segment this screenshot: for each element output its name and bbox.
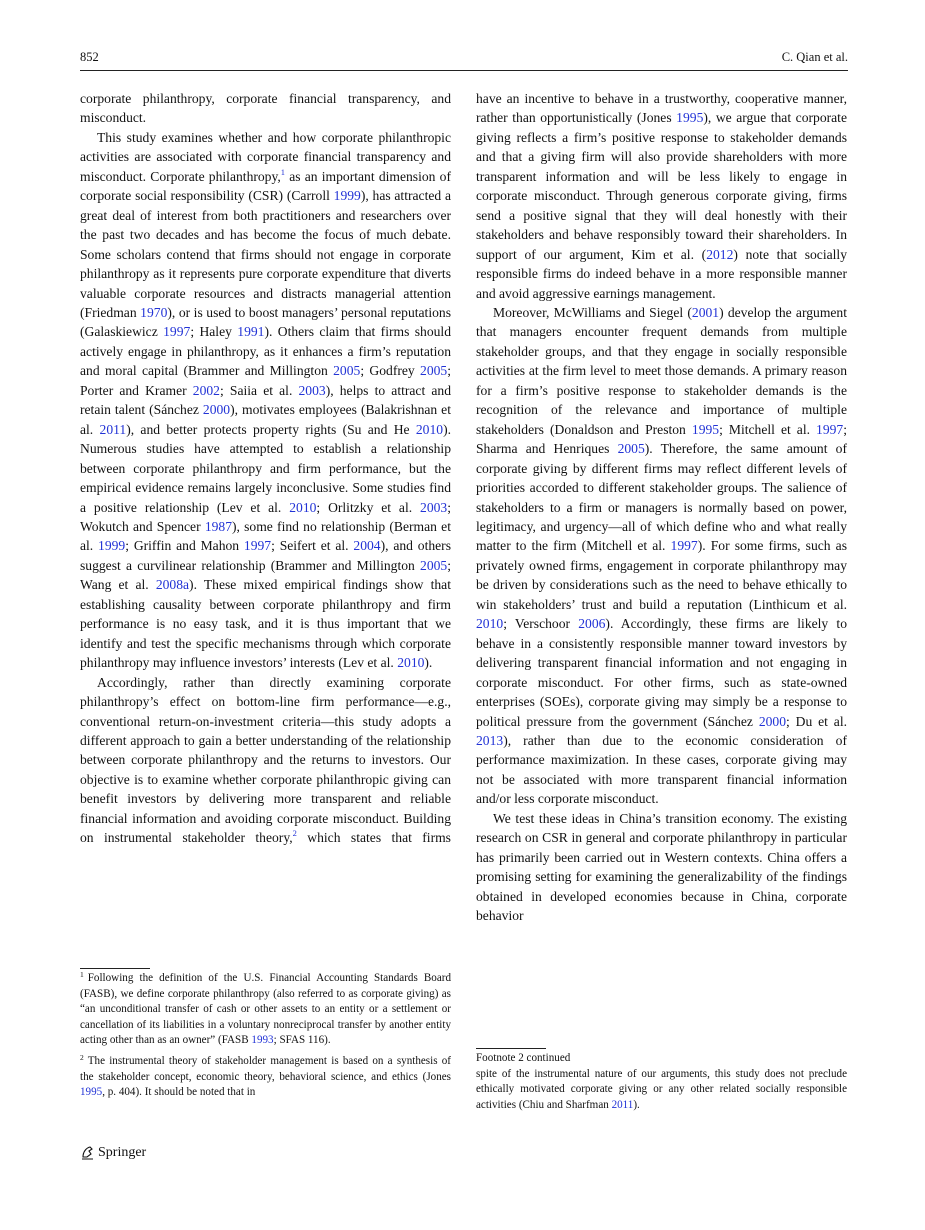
paragraph: [80, 128, 451, 673]
text-run: ), helps to attract and retain talent (Sánchez: [80, 382, 452, 418]
citation-link[interactable]: 2013: [476, 732, 504, 748]
text-run: have an incentive to behave in a trustworthy, cooperative manner, rather than opportunistically (Jones: [476, 91, 847, 126]
citation-link[interactable]: 1997: [163, 324, 191, 340]
running-header: [80, 50, 848, 65]
text-run: corporate philanthropy, corporate financial transparency, and misconduct.: [80, 91, 451, 126]
citation-link[interactable]: 1997: [670, 538, 698, 554]
footnotes-left: [80, 971, 451, 1101]
text-run: ; Haley: [190, 324, 238, 340]
citation-link[interactable]: 1993: [251, 1034, 274, 1047]
footnote-continued-label: Footnote 2 continued: [476, 1052, 571, 1064]
springer-horse-icon: [80, 1145, 95, 1161]
right-column: [476, 89, 847, 925]
citation-link[interactable]: 1997: [816, 421, 844, 437]
text-run: Following the definition of the U.S. Financial Accounting Standards Board (FASB), we define corporate philanthropy (also referred to as corporate giving) as “an unconditional transfer of cash or other assets to an entity or a settlement or cancellation of its liabilities in a voluntary nonreciprocal transfer by another entity acting other than as an owner” (FASB: [80, 972, 451, 1047]
running-authors: C. Qian et al.: [781, 50, 848, 64]
text-run: ) note that socially responsible firms do indeed behave in a more responsible manner and avoid aggressive earnings management.: [476, 246, 848, 301]
footnote-number: 2: [80, 1052, 84, 1062]
citation-link[interactable]: 2005: [420, 557, 448, 573]
text-run: as an important dimension of corporate social responsibility (CSR) (Carroll: [80, 168, 451, 204]
footnote-continued: [476, 1051, 847, 1113]
citation-link[interactable]: 1995: [676, 110, 704, 126]
paragraph: [476, 89, 847, 303]
footnote-rule: [80, 968, 150, 969]
citation-link[interactable]: 2010: [476, 616, 504, 632]
text-run: Moreover, McWilliams and Siegel (: [493, 304, 692, 320]
citation-link[interactable]: 2010: [289, 499, 317, 515]
text-run: ). Therefore, the same amount of corporate giving by different firms may reflect different levels of priorities accorded to different stakeholder groups. The salience of stakeholders to a firm or managers is normally based on power, legitimacy, and urgency—all of which define who and what really matter to the firm (Mitchell et al.: [476, 441, 847, 554]
citation-link[interactable]: 2002: [192, 382, 220, 398]
footnote-rule-right: [476, 1048, 546, 1049]
text-run: ), we argue that corporate giving reflects a firm’s positive response to stakeholder demands and that a giving firm will also provide shareholders with more transparent information and will be less likely to engage in corporate misconduct. Through generous corporate giving, firms send a positive signal that they will deal honestly with their stakeholders and behave responsibly toward their shareholders. In support of our argument, Kim et al. (: [476, 110, 847, 262]
publisher-name: Springer: [98, 1145, 147, 1160]
text-run: ), rather than due to the economic consideration of performance maximization. In these cases, corporate giving may not be associated with more transparent financial information and/or less corporate misconduct.: [476, 732, 847, 807]
text-run: ).: [424, 655, 433, 671]
header-rule: [80, 70, 848, 71]
text-run: ). These mixed empirical findings show that establishing causality between corporate philanthropy and firm performance is no easy task, and it is thus important that we identify and test the specific mechanisms through which corporate philanthropy may influence investors’ interests (Lev et al.: [80, 577, 451, 671]
text-run: ). Accordingly, these firms are likely to behave in a consistently responsible manner toward investors by delivering transparent financial information and not engaging in corporate misconduct. For other firms, such as state-owned enterprises (SOEs), corporate giving may simply be a response to political pressure from the government (Sánchez: [476, 616, 847, 729]
text-run: ), or is used to boost managers’ personal reputations (Galaskiewicz: [80, 304, 451, 340]
text-run: ).: [633, 1098, 640, 1111]
citation-link[interactable]: 2000: [758, 713, 786, 729]
citation-link[interactable]: 2008a: [155, 577, 190, 593]
citation-link[interactable]: 2004: [353, 538, 381, 554]
page-number: 852: [80, 50, 99, 64]
citation-link[interactable]: 2012: [706, 246, 734, 262]
footnote-ref-link[interactable]: 2: [292, 828, 297, 839]
text-run: ). For some firms, such as privately owned firms, engagement in corporate philanthropy may be driven by considerations such as the need to behave ethically to win stakeholders’ trust and build a reputation (Linthicum et al.: [476, 538, 847, 612]
citation-link[interactable]: 2011: [99, 421, 127, 437]
citation-link[interactable]: 2005: [420, 363, 448, 379]
citation-link[interactable]: 1999: [333, 188, 361, 204]
text-run: ; Godfrey: [360, 363, 421, 379]
citation-link[interactable]: 2001: [691, 304, 720, 320]
paragraph: [80, 89, 451, 128]
text-run: ), some find no relationship (Berman et al.: [80, 518, 451, 554]
text-run: spite of the instrumental nature of our arguments, this study does not preclude ethically motivated corporate giving or any other related socially responsible activities (Chiu and Sharfman: [476, 1067, 847, 1111]
text-run: ; Verschoor: [503, 616, 579, 632]
text-run: We test these ideas in China’s transition economy. The existing research on CSR in general and corporate philanthropy in particular has primarily been carried out in Western contexts. China offers a promising setting for examining the generalizability of the findings obtained in developed economies because in China, corporate behavior: [476, 810, 847, 924]
citation-link[interactable]: 2003: [420, 499, 448, 515]
text-run: This study examines whether and how corporate philanthropic activities are associated with corporate financial transparency and misconduct. Corporate philanthropy,: [80, 129, 451, 184]
text-run: ) develop the argument that managers encounter frequent demands from multiple stakeholder groups, and that they engage in socially responsible activities at the firm level to meet those demands. A primary reason for a firm’s positive response to stakeholder demands is the recognition of the relevance and importance of multiple stakeholders (Donaldson and Preston: [476, 304, 847, 437]
text-run: ). Others claim that firms should actively engage in philanthropy, as it enhances a firm’s reputation and moral capital (Brammer and Millington: [80, 324, 451, 379]
text-run: The instrumental theory of stakeholder management is based on a synthesis of the stakeholder concept, economic theory, behavioral science, and ethics (Jones: [80, 1054, 451, 1083]
text-run: ), has attracted a great deal of interest from both practitioners and researchers over the past two decades and has become the focus of much debate. Some scholars contend that firms should not engage in corporate philanthropy as it represents pure corporate expenditure that diverts valuable corporate resources and distracts managerial attention (Friedman: [80, 188, 451, 320]
text-run: ; SFAS 116).: [273, 1034, 331, 1047]
text-run: ; Wang et al.: [80, 557, 451, 593]
footnote: [80, 971, 451, 1049]
text-run: ; Saiia et al.: [219, 382, 299, 398]
text-run: ; Seifert et al.: [271, 538, 354, 554]
text-run: , p. 404). It should be noted that in: [102, 1086, 256, 1099]
citation-link[interactable]: 2003: [298, 382, 326, 398]
text-run: Accordingly, rather than directly examining corporate philanthropy’s effect on bottom-line firm performance—e.g., conventional return-on-investment criteria—this study adopts a different approach to gain a better understanding of the relationship between corporate philanthropy and the returns to investors. Our objective is to examine whether corporate philanthropic giving can benefit investors by delivering more transparent and reliable financial information and avoiding corporate misconduct. Building on instrumental stakeholder theory,: [80, 674, 451, 846]
text-run: ). Numerous studies have attempted to establish a relationship between corporate philanthropy and firm performance, but the empirical evidence remains largely inconclusive. Some studies find a positive relationship (Lev et al.: [80, 421, 451, 515]
text-run: ; Porter and Kramer: [80, 363, 451, 398]
text-run: ; Sharma and Henriques: [476, 421, 847, 457]
citation-link[interactable]: 1995: [80, 1086, 103, 1099]
citation-link[interactable]: 1991: [237, 324, 265, 340]
footnote-ref-link[interactable]: 1: [280, 166, 286, 177]
text-run: ), motivates employees (Balakrishnan et al.: [80, 402, 451, 437]
paragraph: [476, 809, 847, 926]
text-run: ), and better protects property rights (Su and He: [126, 421, 416, 437]
footnote-number: 1: [80, 970, 84, 979]
left-column: [80, 89, 451, 848]
text-run: ; Griffin and Mahon: [125, 538, 244, 554]
publisher-logo: [80, 1145, 146, 1161]
text-run: ), and others suggest a curvilinear relationship (Brammer and Millington: [80, 538, 452, 573]
citation-link[interactable]: 1970: [140, 304, 168, 320]
footnote-continued-text: [476, 1067, 847, 1114]
citation-link[interactable]: 2005: [617, 441, 645, 457]
citation-link[interactable]: 2000: [202, 402, 231, 418]
citation-link[interactable]: 2010: [415, 421, 444, 437]
text-run: which states that firms: [296, 830, 451, 846]
citation-link[interactable]: 2006: [578, 616, 606, 632]
text-run: ; Orlitzky et al.: [316, 499, 421, 515]
text-run: ; Du et al.: [786, 713, 848, 729]
citation-link[interactable]: 1995: [691, 421, 720, 437]
citation-link[interactable]: 2010: [397, 655, 425, 671]
text-run: ; Mitchell et al.: [719, 421, 817, 437]
citation-link[interactable]: 1997: [243, 538, 272, 554]
citation-link[interactable]: 2005: [333, 363, 361, 379]
citation-link[interactable]: 2011: [611, 1098, 634, 1111]
paragraph: [80, 673, 451, 848]
citation-link[interactable]: 1987: [204, 518, 232, 534]
paragraph: [476, 303, 847, 809]
footnote: [80, 1054, 451, 1101]
citation-link[interactable]: 1999: [98, 538, 126, 554]
text-run: ; Wokutch and Spencer: [80, 499, 451, 534]
